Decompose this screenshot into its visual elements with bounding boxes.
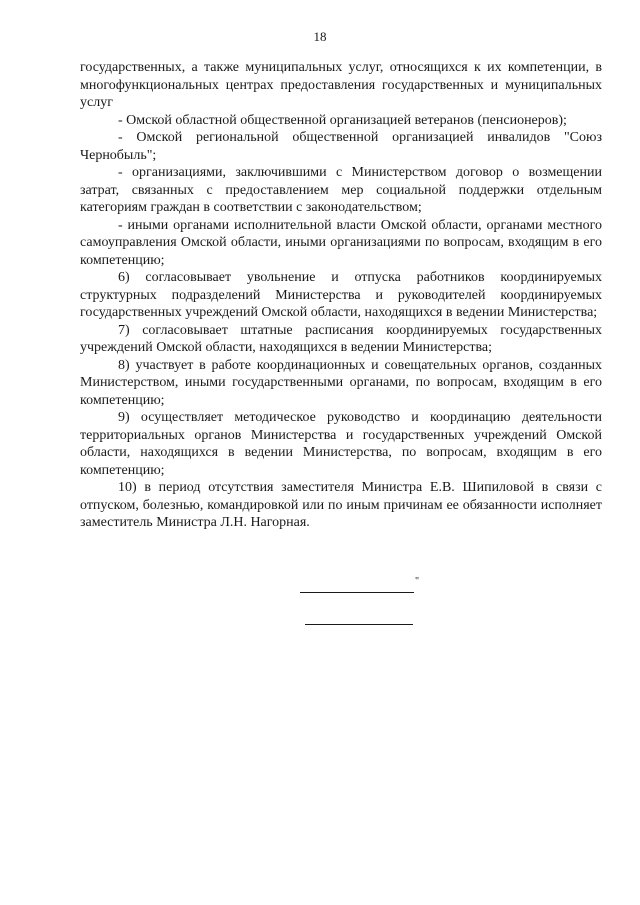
closing-quote-mark: "	[415, 576, 420, 587]
closing-block	[0, 576, 640, 636]
document-body	[80, 59, 602, 532]
paragraph-chernobyl-union: - Омской региональной общественной организацией инвалидов "Союз Чернобыль";	[80, 130, 602, 163]
paragraph-item-6: 6) согласовывает увольнение и отпуска работников координируемых структурных подразделений Министерства и руководителей координируемых государственных учреждений Омской области, находящихся в ведении Министерства;	[80, 270, 602, 320]
closing-rule-lower	[305, 624, 413, 625]
paragraph-item-7: 7) согласовывает штатные расписания координируемых государственных учреждений Омской области, находящихся в ведении Министерства;	[80, 322, 602, 355]
closing-rule-upper	[300, 592, 414, 593]
paragraph-services-continuation: государственных, а также муниципальных услуг, относящихся к их компетенции, в многофункциональных центрах предоставления государственных и муниципальных услуг	[80, 60, 602, 110]
page-number: 18	[313, 29, 327, 44]
paragraph-item-10: 10) в период отсутствия заместителя Министра Е.В. Шипиловой в связи с отпуском, болезнью, командировкой или по иным причинам ее обязанности исполняет заместитель Министра Л.Н. Нагорная.	[80, 480, 602, 530]
paragraph-contract-organizations: - организациями, заключившими с Министерством договор о возмещении затрат, связанных с предоставлением мер социальной поддержки отдельным категориям граждан в соответствии с законодательством;	[80, 165, 602, 215]
paragraph-item-9: 9) осуществляет методическое руководство и координацию деятельности территориальных органов Министерства и государственных учреждений Омской области, находящихся в ведении Министерства, по вопросам, входящим в его компетенцию;	[80, 410, 602, 478]
paragraph-other-authorities: - иными органами исполнительной власти Омской области, органами местного самоуправления Омской области, иными организациями по вопросам, входящим в его компетенцию;	[80, 217, 602, 268]
paragraph-item-8: 8) участвует в работе координационных и совещательных органов, созданных Министерством, иными государственными органами, по вопросам, входящим в его компетенцию;	[80, 357, 602, 408]
paragraph-veterans-organization: - Омской областной общественной организацией ветеранов (пенсионеров);	[118, 112, 567, 128]
